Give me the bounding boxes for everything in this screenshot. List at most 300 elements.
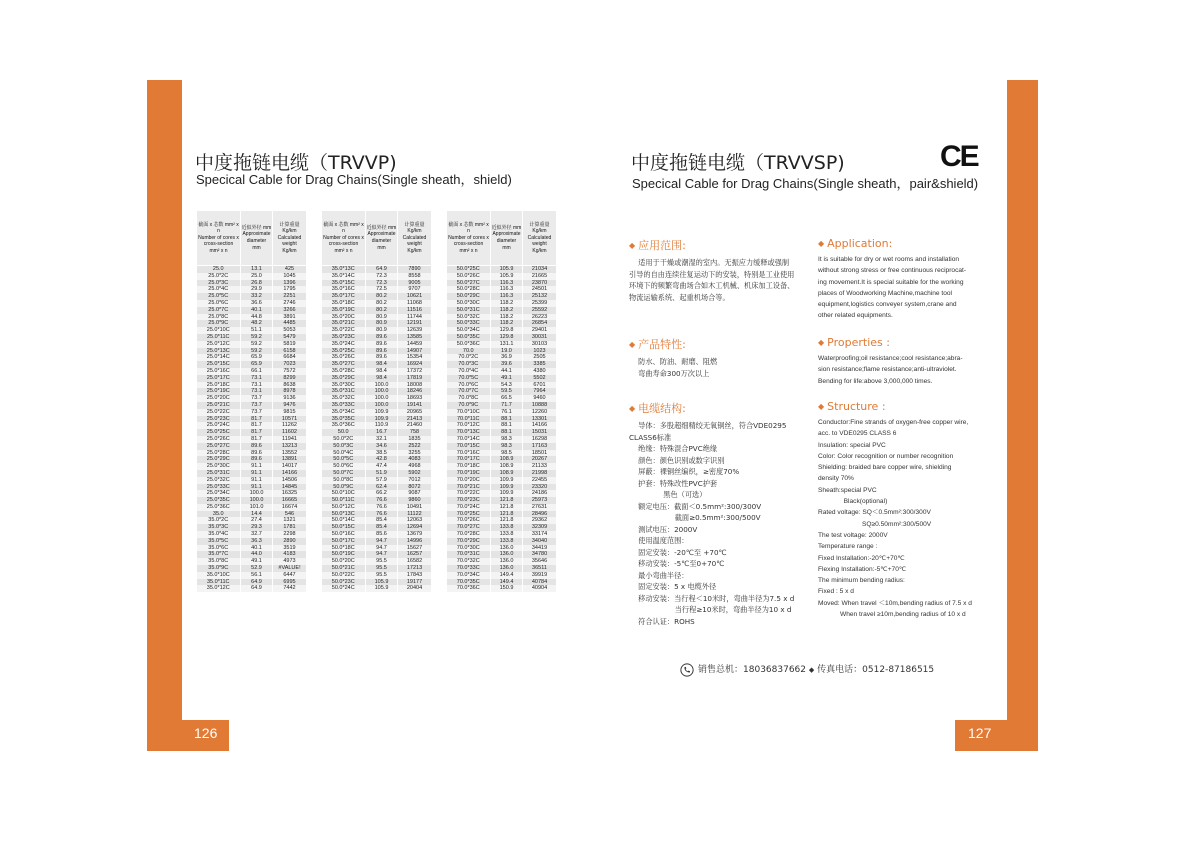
table-row	[447, 463, 557, 470]
table-cell: 121.8	[491, 497, 523, 504]
table-cell: 26854	[523, 320, 557, 327]
table-cell: 80.9	[366, 320, 398, 327]
table-row	[447, 416, 557, 423]
table-row	[447, 558, 557, 565]
table-cell: 136.0	[491, 558, 523, 565]
table-cell: 10621	[398, 293, 432, 300]
table-cell: #VALUE!	[273, 565, 307, 572]
table-cell: 121.8	[491, 517, 523, 524]
table-cell: 35.0*25C	[322, 348, 366, 355]
table-row	[197, 551, 307, 558]
diamond-icon: ◆	[629, 404, 636, 413]
table-cell: 101.0	[241, 504, 273, 511]
table-cell: 36511	[523, 565, 557, 572]
table-cell: 50.0	[322, 429, 366, 436]
table-cell: 136.0	[491, 565, 523, 572]
table-row	[447, 361, 557, 368]
column-header-line: Kg/km	[532, 228, 547, 235]
table-row	[447, 382, 557, 389]
table-cell: 50.0*28C	[447, 286, 491, 293]
table-cell: 88.1	[491, 422, 523, 429]
table-cell: 50.0*15C	[322, 524, 366, 531]
table-row	[197, 368, 307, 375]
table-cell: 23320	[523, 484, 557, 491]
table-cell: 4083	[398, 456, 432, 463]
table-row	[447, 368, 557, 375]
table-cell: 49.1	[491, 375, 523, 382]
table-cell: 133.8	[491, 538, 523, 545]
table-cell: 13585	[398, 334, 432, 341]
table-row	[322, 395, 432, 402]
table-cell: 25.0*31C	[197, 470, 241, 477]
table-cell: 50.0*27C	[447, 280, 491, 287]
table-row	[197, 361, 307, 368]
table-cell: 50.0*20C	[322, 558, 366, 565]
table-cell: 6684	[273, 354, 307, 361]
table-cell: 18693	[398, 395, 432, 402]
table-row	[447, 266, 557, 273]
table-header-row	[447, 211, 557, 266]
fax-label: 传真电话：	[817, 665, 863, 675]
table-cell: 9860	[398, 497, 432, 504]
table-row	[322, 497, 432, 504]
table-cell: 25.0*30C	[197, 463, 241, 470]
table-row	[447, 273, 557, 280]
table-cell: 118.2	[491, 300, 523, 307]
table-cell: 12639	[398, 327, 432, 334]
phone-icon	[680, 663, 694, 677]
column-header-line: 近似外径 mm	[491, 224, 522, 231]
table-cell: 70.0*8C	[447, 395, 491, 402]
table-cell: 35.0*3C	[197, 524, 241, 531]
cable-spec-table-3	[446, 210, 557, 592]
table-cell: 70.0*23C	[447, 497, 491, 504]
application-en-heading: Application:	[827, 237, 893, 250]
table-row	[322, 314, 432, 321]
table-cell: 3385	[523, 361, 557, 368]
table-row	[447, 497, 557, 504]
table-cell: 98.3	[491, 443, 523, 450]
table-cell: 35.0*7C	[197, 551, 241, 558]
table-cell: 35.0*18C	[322, 300, 366, 307]
column-header	[322, 211, 366, 266]
table-cell: 100.0	[366, 388, 398, 395]
column-header-line: Approximate	[367, 231, 396, 238]
table-cell: 70.0*18C	[447, 463, 491, 470]
table-cell: 12260	[523, 409, 557, 416]
table-row	[322, 558, 432, 565]
table-cell: 7442	[273, 585, 307, 592]
table-cell: 50.0*3C	[322, 443, 366, 450]
table-row	[197, 341, 307, 348]
table-cell: 13.1	[241, 266, 273, 273]
table-row	[322, 443, 432, 450]
table-cell: 76.1	[491, 409, 523, 416]
column-header-line: cross-section	[203, 241, 234, 248]
table-cell: 35.0*28C	[322, 368, 366, 375]
structure-cn-text: 导体：多股超细精绞无氧铜丝，符合VDE0295 CLASS6标准 绝缘：特殊混合PVC绝缘 颜色：颜色识别或数字识别 屏蔽：裸铜丝编织，≥密度70% 护套：特殊改性PVC护套 黑色（可选） 额定电压：截面＜0.5mm²:300/300V 截面≥0.5mm²:300/500V 测试电压：2000V 使用温度范围： 固定安装：-20℃至 +70℃ 移动安装：-5℃至0+70℃ 最小弯曲半径： 固定安装：5 x 电缆外径 移动安装：当行程＜10米时，弯曲半径为7.5 x d 当行程≥10米时，弯曲半径为10 x d 符合认证：ROHS	[629, 421, 795, 626]
table-cell: 121.8	[491, 511, 523, 518]
table-cell: 17372	[398, 368, 432, 375]
table-row	[447, 551, 557, 558]
table-cell: 20267	[523, 456, 557, 463]
column-header-line: mm² x n	[209, 247, 228, 254]
table-cell: 36.9	[491, 354, 523, 361]
table-row	[197, 395, 307, 402]
table-cell: 26.8	[241, 280, 273, 287]
table-cell: 35.0*26C	[322, 354, 366, 361]
table-cell: 70.0*29C	[447, 538, 491, 545]
right-title-cn: 中度拖链电缆（TRVVSP)	[631, 152, 845, 174]
table-cell: 14459	[398, 341, 432, 348]
table-cell: 25.0*25C	[197, 429, 241, 436]
table-cell: 44.1	[491, 368, 523, 375]
table-cell: 21034	[523, 266, 557, 273]
table-cell: 35.0*11C	[197, 579, 241, 586]
table-cell: 35.0*27C	[322, 361, 366, 368]
table-row	[197, 443, 307, 450]
table-row	[197, 477, 307, 484]
column-header-line: diameter	[371, 238, 392, 244]
table-cell: 50.0*22C	[322, 572, 366, 579]
table-cell: 27.4	[241, 517, 273, 524]
table-cell: 25.0*36C	[197, 504, 241, 511]
column-header-line: Kg/km	[407, 247, 422, 254]
table-row	[447, 395, 557, 402]
table-row	[322, 354, 432, 361]
table-cell: 14907	[398, 348, 432, 355]
table-cell: 66.2	[366, 490, 398, 497]
table-cell: 66.1	[241, 368, 273, 375]
table-cell: 2890	[273, 538, 307, 545]
table-row	[447, 320, 557, 327]
table-cell: 25.0*21C	[197, 402, 241, 409]
table-cell: 50.0*32C	[447, 314, 491, 321]
table-cell: 25.0*8C	[197, 314, 241, 321]
table-row	[322, 266, 432, 273]
table-cell: 5819	[273, 341, 307, 348]
table-cell: 73.1	[241, 388, 273, 395]
table-cell: 13552	[273, 450, 307, 457]
table-cell: 118.2	[491, 320, 523, 327]
table-cell: 35.0*21C	[322, 320, 366, 327]
column-header-line: Kg/km	[282, 247, 297, 254]
table-row	[322, 511, 432, 518]
column-header-line: 近似外径 mm	[366, 224, 397, 231]
table-cell: 5053	[273, 327, 307, 334]
table-row	[447, 348, 557, 355]
table-cell: 50.0*30C	[447, 300, 491, 307]
table-cell: 19177	[398, 579, 432, 586]
table-cell: 70.0*21C	[447, 484, 491, 491]
structure-cn-heading: 电缆结构:	[638, 402, 686, 415]
table-cell: 70.0*22C	[447, 490, 491, 497]
table-cell: 23870	[523, 280, 557, 287]
table-cell: 50.0*9C	[322, 484, 366, 491]
table-cell: 94.7	[366, 538, 398, 545]
table-cell: 12063	[398, 517, 432, 524]
table-cell: 8558	[398, 273, 432, 280]
left-title-cn: 中度拖链电缆（TRVVP)	[195, 152, 397, 174]
table-cell: 3255	[398, 450, 432, 457]
table-row	[322, 422, 432, 429]
table-cell: 17843	[398, 572, 432, 579]
table-cell: 27631	[523, 504, 557, 511]
table-row	[447, 280, 557, 287]
table-cell: 5902	[398, 470, 432, 477]
table-row	[322, 490, 432, 497]
table-cell: 6701	[523, 382, 557, 389]
table-cell: 16924	[398, 361, 432, 368]
table-cell: 16.7	[366, 429, 398, 436]
column-header-line: 计算重量	[404, 221, 425, 228]
table-cell: 4968	[398, 463, 432, 470]
table-row	[197, 572, 307, 579]
table-cell: 16257	[398, 551, 432, 558]
table-cell: 91.1	[241, 484, 273, 491]
table-cell: 33174	[523, 531, 557, 538]
table-row	[322, 409, 432, 416]
table-cell: 50.0*17C	[322, 538, 366, 545]
table-cell: 35.0*2C	[197, 517, 241, 524]
column-header	[197, 211, 241, 266]
table-cell: 6995	[273, 579, 307, 586]
table-cell: 50.0*12C	[322, 504, 366, 511]
table-cell: 14845	[273, 484, 307, 491]
table-cell: 89.6	[241, 456, 273, 463]
table-cell: 80.9	[366, 327, 398, 334]
table-cell: 7023	[273, 361, 307, 368]
table-row	[447, 314, 557, 321]
table-cell: 25399	[523, 300, 557, 307]
table-cell: 8638	[273, 382, 307, 389]
properties-en-section	[818, 336, 963, 387]
table-cell: 35.0*12C	[197, 585, 241, 592]
column-header-line: Approximate	[492, 231, 521, 238]
column-header-line: Approximate	[242, 231, 271, 238]
table-cell: 3266	[273, 307, 307, 314]
table-cell: 59.2	[241, 341, 273, 348]
application-cn-section	[629, 237, 794, 303]
table-cell: 70.0*12C	[447, 422, 491, 429]
table-cell: 34419	[523, 545, 557, 552]
table-cell: 70.0*33C	[447, 565, 491, 572]
column-header-line: Calculated	[527, 234, 552, 241]
properties-cn-heading: 产品特性:	[638, 338, 686, 351]
table-header-row	[197, 211, 307, 266]
table-cell: 16582	[398, 558, 432, 565]
table-cell: 72.3	[366, 280, 398, 287]
table-cell: 70.0*15C	[447, 443, 491, 450]
table-cell: 16674	[273, 504, 307, 511]
table-row	[197, 416, 307, 423]
table-cell: 88.1	[491, 429, 523, 436]
table-cell: 70.0*30C	[447, 545, 491, 552]
table-cell: 40.1	[241, 307, 273, 314]
table-cell: 70.0*20C	[447, 477, 491, 484]
table-cell: 7890	[398, 266, 432, 273]
table-cell: 2298	[273, 531, 307, 538]
table-row	[197, 280, 307, 287]
table-cell: 35.0*10C	[197, 572, 241, 579]
column-header-line: 计算重量	[279, 221, 300, 228]
table-cell: 38.5	[366, 450, 398, 457]
column-header	[241, 211, 273, 266]
table-cell: 50.0*8C	[322, 477, 366, 484]
table-cell: 32.1	[366, 436, 398, 443]
table-cell: 109.9	[491, 490, 523, 497]
table-row	[197, 388, 307, 395]
table-cell: 34040	[523, 538, 557, 545]
table-cell: 76.6	[366, 504, 398, 511]
table-row	[322, 477, 432, 484]
diamond-icon: ◆	[818, 239, 825, 248]
table-cell: 95.5	[366, 558, 398, 565]
table-cell: 8299	[273, 375, 307, 382]
table-cell: 25.0*11C	[197, 334, 241, 341]
table-cell: 25.0*28C	[197, 450, 241, 457]
table-cell: 50.0*21C	[322, 565, 366, 572]
table-row	[447, 354, 557, 361]
table-cell: 105.9	[366, 579, 398, 586]
table-row	[322, 551, 432, 558]
table-row	[322, 517, 432, 524]
table-row	[447, 286, 557, 293]
table-row	[197, 565, 307, 572]
table-cell: 25.0*16C	[197, 368, 241, 375]
table-row	[197, 484, 307, 491]
table-cell: 35.0*34C	[322, 409, 366, 416]
table-cell: 88.1	[491, 416, 523, 423]
structure-en-heading: Structure :	[827, 400, 886, 413]
column-header-line: cross-section	[328, 241, 359, 248]
table-cell: 35.0*19C	[322, 307, 366, 314]
table-cell: 29.9	[241, 286, 273, 293]
table-row	[322, 531, 432, 538]
table-cell: 71.7	[491, 402, 523, 409]
column-header-line: weight	[282, 241, 297, 248]
sales-phone: 18036837662	[743, 665, 807, 675]
table-row	[197, 490, 307, 497]
column-header-line: mm	[252, 244, 261, 251]
table-cell: 50.0*16C	[322, 531, 366, 538]
table-row	[322, 273, 432, 280]
table-cell: 89.6	[366, 354, 398, 361]
table-cell: 149.4	[491, 579, 523, 586]
table-cell: 108.9	[491, 470, 523, 477]
table-cell: 50.0*36C	[447, 341, 491, 348]
table-row	[447, 504, 557, 511]
table-cell: 50.0*19C	[322, 551, 366, 558]
table-cell: 50.0*31C	[447, 307, 491, 314]
table-cell: 25.0*15C	[197, 361, 241, 368]
table-cell: 11068	[398, 300, 432, 307]
table-cell: 35.0*23C	[322, 334, 366, 341]
table-row	[447, 402, 557, 409]
table-row	[447, 579, 557, 586]
table-cell: 25.0*14C	[197, 354, 241, 361]
table-cell: 35.0*17C	[322, 293, 366, 300]
table-cell: 425	[273, 266, 307, 273]
page-number-right: 127	[968, 725, 992, 741]
table-row	[322, 538, 432, 545]
table-cell: 50.0*34C	[447, 327, 491, 334]
fax-phone: 0512-87186515	[862, 665, 935, 675]
table-cell: 9087	[398, 490, 432, 497]
table-row	[447, 538, 557, 545]
table-cell: 10571	[273, 416, 307, 423]
table-cell: 73.1	[241, 375, 273, 382]
table-cell: 25.0*27C	[197, 443, 241, 450]
table-row	[197, 436, 307, 443]
table-cell: 98.4	[366, 361, 398, 368]
table-row	[322, 307, 432, 314]
table-cell: 85.6	[366, 531, 398, 538]
table-cell: 25.0*34C	[197, 490, 241, 497]
table-cell: 12694	[398, 524, 432, 531]
table-row	[197, 450, 307, 457]
table-cell: 36.6	[241, 300, 273, 307]
table-row	[197, 293, 307, 300]
table-cell: 32.7	[241, 531, 273, 538]
table-cell: 70.0*19C	[447, 470, 491, 477]
table-row	[322, 402, 432, 409]
sales-contact	[680, 662, 934, 677]
table-row	[447, 572, 557, 579]
table-cell: 6158	[273, 348, 307, 355]
table-cell: 25.0*17C	[197, 375, 241, 382]
table-cell: 30103	[523, 341, 557, 348]
table-cell: 56.1	[241, 572, 273, 579]
table-cell: 35.0*29C	[322, 375, 366, 382]
table-cell: 5479	[273, 334, 307, 341]
column-header-line: 近似外径 mm	[241, 224, 272, 231]
table-cell: 4973	[273, 558, 307, 565]
table-cell: 1396	[273, 280, 307, 287]
cable-spec-table-1	[196, 210, 307, 592]
application-cn-text: 适用于干燥或潮湿的室内。无振应力缓释或强制 引导的自由连续往复运动下的安装，特别是工业使用 环境下的频繁弯曲场合如木工机械、机床加工设备、 物流运输系统、起重机场合等。	[629, 258, 795, 302]
table-cell: 91.1	[241, 463, 273, 470]
table-cell: 76.6	[366, 497, 398, 504]
table-cell: 80.2	[366, 293, 398, 300]
table-cell: 25.0*9C	[197, 320, 241, 327]
table-cell: 70.0*13C	[447, 429, 491, 436]
table-cell: 40.1	[241, 545, 273, 552]
table-row	[197, 429, 307, 436]
table-cell: 4485	[273, 320, 307, 327]
table-cell: 70.0*25C	[447, 511, 491, 518]
table-row	[322, 565, 432, 572]
table-cell: 35.0*4C	[197, 531, 241, 538]
table-cell: 109.9	[491, 477, 523, 484]
table-cell: 25.0*24C	[197, 422, 241, 429]
table-cell: 35.0*31C	[322, 388, 366, 395]
table-cell: 7012	[398, 477, 432, 484]
structure-en-text: Conductor:Fine strands of oxygen-free copper wire, acc. to VDE0295 CLASS 6 Insulation: special PVC Color: Color recognition or number recognition Shielding: braided bare copper wire, shielding density 70% Sheath:special PVC Black(optional) Rated voltage: SQ＜0.5mm²:300/300V SQ≥0.50mm²:300/500V The test voltage: 2000V Temperature range : Fixed Installation:-20℃+70℃ Flexing Installation:-5℃+70℃ The minimum bending radius: Fixed : 5 x d Moved: When travel ＜10m,bending radius of 7.5 x d When travel ≥10m,bending radius of 10 x d	[818, 419, 972, 619]
table-cell: 109.9	[491, 484, 523, 491]
table-cell: 50.0*2C	[322, 436, 366, 443]
table-cell: 70.0*31C	[447, 551, 491, 558]
table-row	[322, 463, 432, 470]
table-cell: 546	[273, 511, 307, 518]
table-cell: 47.4	[366, 463, 398, 470]
table-cell: 81.7	[241, 436, 273, 443]
table-row	[197, 470, 307, 477]
column-header-line: weight	[407, 241, 422, 248]
table-row	[447, 456, 557, 463]
table-row	[322, 300, 432, 307]
table-cell: 121.8	[491, 504, 523, 511]
